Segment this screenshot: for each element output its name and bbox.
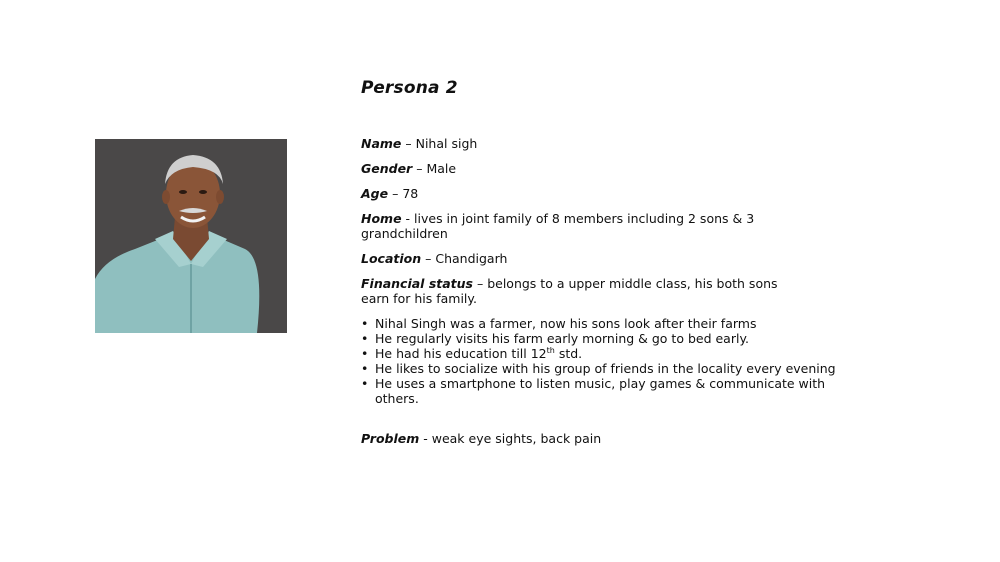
field-value: Nihal sigh [415, 136, 478, 151]
field-separator: – [421, 251, 436, 266]
field-value: weak eye sights, back pain [431, 431, 602, 446]
field-problem [361, 431, 841, 446]
field-gender [361, 161, 841, 176]
field-label: Gender [361, 161, 413, 176]
list-item: • Nihal Singh was a farmer, now his sons look after their farms [361, 316, 841, 331]
persona-photo [95, 139, 287, 333]
field-separator: – [412, 161, 427, 176]
field-separator: - [419, 431, 432, 446]
field-label: Location [361, 251, 422, 266]
field-separator: – [473, 276, 488, 291]
list-item-text: std. [554, 346, 583, 361]
field-value: Chandigarh [435, 251, 508, 266]
list-item [361, 346, 841, 361]
list-item: • He uses a smartphone to listen music, play games & communicate with others. [361, 376, 841, 406]
field-separator: - [401, 211, 415, 226]
bullet-list [361, 316, 841, 406]
field-label: Name [361, 136, 402, 151]
field-separator: – [388, 186, 403, 201]
field-value: belongs to a upper middle class, his both sons earn for his family. [361, 276, 778, 306]
field-value: lives in joint family of 8 members including 2 sons & 3 grandchildren [361, 211, 755, 241]
field-label: Problem [361, 431, 420, 446]
list-item-text: He had his education till 12 [375, 346, 547, 361]
list-item: • He likes to socialize with his group of friends in the locality every evening [361, 361, 841, 376]
field-location [361, 251, 841, 266]
field-value: Male [426, 161, 457, 176]
field-home [361, 211, 841, 241]
field-age [361, 186, 841, 201]
persona-details [361, 136, 841, 456]
field-label: Financial status [361, 276, 473, 291]
superscript: th [546, 345, 555, 355]
field-value: 78 [402, 186, 419, 201]
field-label: Home [361, 211, 402, 226]
slide-title: Persona 2 [361, 78, 458, 98]
field-separator: – [401, 136, 416, 151]
list-item: • He regularly visits his farm early morning & go to bed early. [361, 331, 841, 346]
field-label: Age [361, 186, 389, 201]
field-financial-status [361, 276, 781, 306]
field-name [361, 136, 841, 151]
